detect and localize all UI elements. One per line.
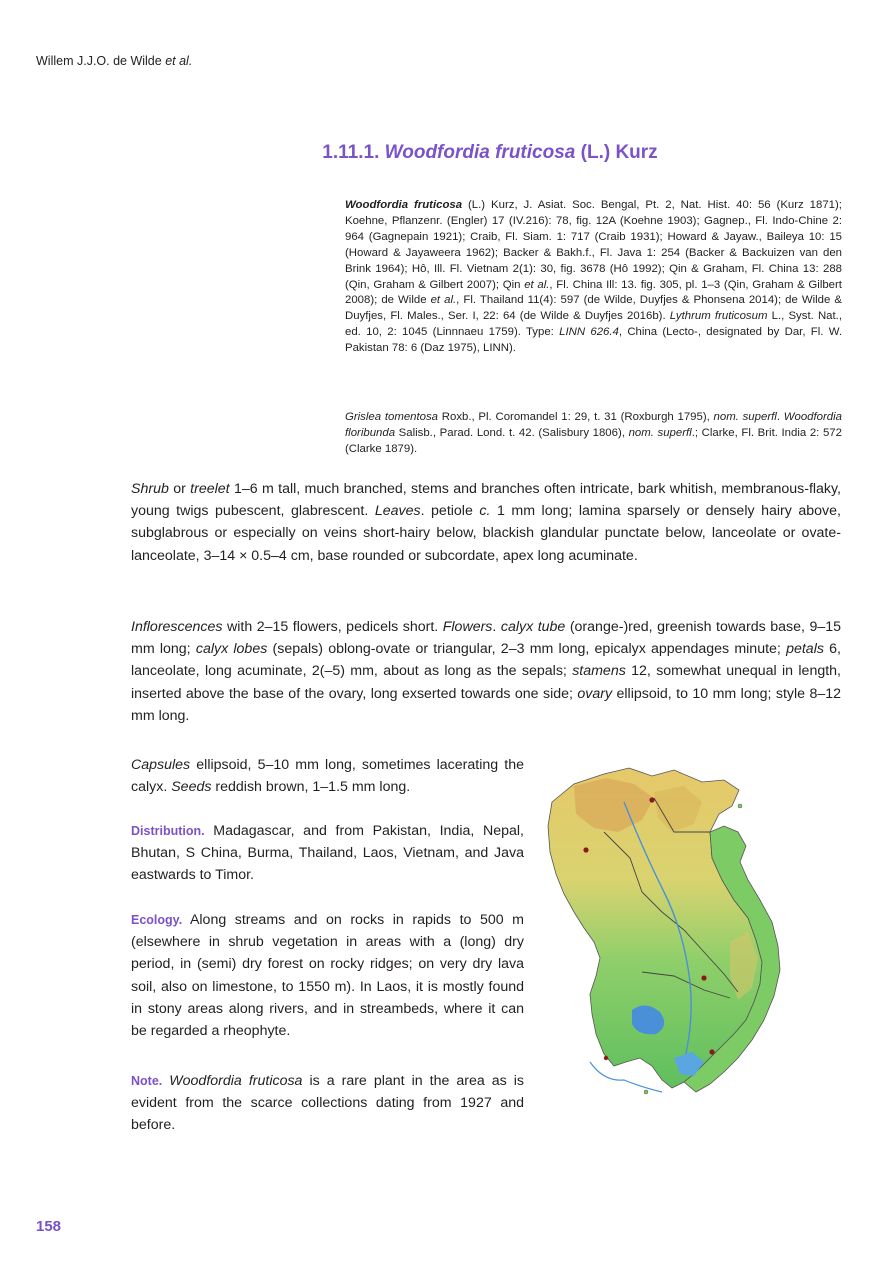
- description-fruit-paragraph: [131, 754, 524, 798]
- text: 1 mm long; lamina sparsely or densely hairy above, subglabrous or especially on veins short-hairy below, blackish glandular punctate below, lanceolate or ovate-lanceolate, 3–14 × 0.5–4 cm, base rounded or subcordate, apex long acuminate.: [131, 503, 841, 564]
- running-head-author: Willem J.J.O. de Wilde: [36, 54, 162, 68]
- citation-text: (L.) Kurz, J. Asiat. Soc. Bengal, Pt. 2, Nat. Hist. 40: 56 (Kurz 1871); Koehne, Pflanzenr. (Engler) 17 (IV.216): 78, fig. 12A (Koehne 1903); Gagnep., Fl. Indo-Chine 2: 964 (Gagnepain 1921); Craib, Fl. Siam. 1: 717 (Craib 1931); Howard & Jayaw., Baileya 10: 15 (Howard & Jayaweera 1962); Backer & Bakh.f., Fl. Java 1: 254 (Backer & Backuizen van den Brink 1964); Hô, Ill. Fl. Vietnam 2(1): 30, fig. 3678 (Hô 1992); Qin & Graham, Fl. China 13: 288 (Qin, Graham & Gilbert 2007); Qin: [345, 199, 842, 291]
- citation-text: .: [776, 411, 784, 423]
- text: 12, somewhat unequal in length, inserted above the base of the ovary, long exserted towards one side;: [131, 663, 841, 702]
- synonym-name: Grislea tomentosa: [345, 411, 439, 423]
- term-circa: c.: [479, 503, 491, 520]
- map-marker: [583, 847, 588, 852]
- nom-status: nom. superfl: [628, 426, 692, 439]
- text: (sepals) oblong-ovate or triangular, 2–3 mm long, epicalyx appendages minute;: [267, 641, 787, 658]
- text: ellipsoid, 5–10 mm long, sometimes lacerating the calyx.: [131, 757, 524, 796]
- map-marker: [649, 797, 654, 802]
- basionym: Lythrum fruticosum: [669, 310, 768, 323]
- citation-text: .; Clarke, Fl. Brit. India 2: 572 (Clarke 1879).: [345, 426, 842, 455]
- map-svg: [534, 762, 842, 1122]
- note-paragraph: [131, 1070, 524, 1137]
- running-head-etal: et al.: [165, 54, 193, 68]
- citation-text: , Fl. Thailand 11(4): 597 (de Wilde, Duyfjes & Phonsena 2014); de Wilde & Duyfjes, Fl. Males., Ser. I, 22: 64 (de Wilde & Duyfjes 2016b).: [345, 294, 842, 323]
- term-calyx-tube: calyx tube: [500, 619, 566, 635]
- term-flowers: Flowers: [442, 619, 493, 635]
- term-shrub: Shrub: [131, 481, 169, 497]
- title-number: 1.11.1.: [322, 142, 380, 163]
- term-petals: petals: [786, 641, 824, 658]
- accepted-name: Woodfordia fruticosa: [345, 199, 463, 211]
- term-stamens: stamens: [572, 663, 626, 680]
- etal: et al.: [430, 294, 457, 307]
- text: reddish brown, 1–1.5 mm long.: [211, 779, 411, 796]
- etal: et al.: [524, 278, 550, 291]
- term-capsules: Capsules: [131, 757, 191, 773]
- term-inflorescences: Inflorescences: [131, 619, 223, 635]
- map-island: [738, 804, 742, 808]
- ecology-paragraph: [131, 909, 524, 1042]
- text: ellipsoid, to 10 mm long; style 8–12 mm long.: [131, 685, 842, 724]
- distribution-paragraph: [131, 820, 524, 887]
- citation-text: L., Syst. Nat., ed. 10, 2: 1045 (Linnnaeu 1759). Type:: [345, 310, 842, 339]
- text: with 2–15 flowers, pedicels short.: [222, 619, 443, 635]
- title-species: Woodfordia fruticosa: [384, 142, 576, 163]
- distribution-label: Distribution.: [131, 824, 205, 838]
- map-marker: [604, 1056, 608, 1060]
- distribution-text: Madagascar, and from Pakistan, India, Nepal, Bhutan, S China, Burma, Thailand, Laos, Vietnam, and Java eastwards to Timor.: [131, 823, 524, 884]
- ecology-label: Ecology.: [131, 913, 183, 927]
- text: 1–6 m tall, much branched, stems and branches often intricate, bark whitish, membranous-flaky, young twigs pubescent, glabrescent.: [131, 481, 842, 520]
- term-treelet: treelet: [190, 481, 230, 497]
- citation-text: Roxb., Pl. Coromandel 1: 29, t. 31 (Roxburgh 1795),: [438, 411, 714, 423]
- nom-status: nom. superfl: [713, 411, 777, 423]
- map-gulf: [590, 1062, 662, 1092]
- description-flower-paragraph: [131, 616, 841, 727]
- text: or: [168, 481, 191, 497]
- text: . petiole: [420, 503, 480, 520]
- running-head: [36, 54, 192, 68]
- synonym-name: Woodfordia floribunda: [345, 411, 842, 439]
- citation-text: Salisb., Parad. Lond. t. 42. (Salisbury 1806),: [395, 426, 629, 439]
- map-island: [644, 1090, 648, 1094]
- map-marker: [709, 1049, 714, 1054]
- citation-text: , Fl. China Ill: 13. fig. 305, pl. 1–3 (Qin, Graham & Gilbert 2008); de Wilde: [345, 278, 842, 307]
- nomenclature-paragraph: [345, 198, 842, 357]
- text: .: [492, 619, 501, 635]
- text: (orange-)red, greenish towards base, 9–15 mm long;: [131, 619, 842, 658]
- description-habit-paragraph: [131, 478, 841, 567]
- citation-text: , China (Lecto-, designated by Dar, Fl. W. Pakistan 78: 6 (Daz 1975), LINN).: [345, 326, 843, 355]
- title-author: (L.) Kurz: [580, 142, 658, 163]
- text: 6, lanceolate, long acuminate, 2(–5) mm, about as long as the sepals;: [131, 641, 841, 680]
- note-species: Woodfordia fruticosa: [169, 1073, 303, 1089]
- term-seeds: Seeds: [171, 779, 212, 796]
- synonym-paragraph: [345, 410, 842, 458]
- distribution-map: [534, 762, 842, 1122]
- term-ovary: ovary: [577, 685, 613, 702]
- note-label: Note.: [131, 1074, 163, 1088]
- section-title: [0, 142, 880, 164]
- map-marker: [701, 975, 706, 980]
- term-calyx-lobes: calyx lobes: [195, 641, 268, 658]
- ecology-text: Along streams and on rocks in rapids to 500 m (elsewhere in shrub vegetation in areas with a (long) dry period, in (semi) dry forest on rocky ridges; on very dry lava soil, also on limestone, to 1550 m). In Laos, it is mostly found in stony areas along rivers, and in streambeds, where it can be regarded a rheophyte.: [131, 912, 524, 1040]
- note-text: is a rare plant in the area as is evident from the scarce collections dating from 1927 and before.: [131, 1073, 525, 1134]
- term-leaves: Leaves: [374, 503, 421, 520]
- page-number: 158: [36, 1218, 62, 1235]
- type-specimen: LINN 626.4: [559, 326, 619, 339]
